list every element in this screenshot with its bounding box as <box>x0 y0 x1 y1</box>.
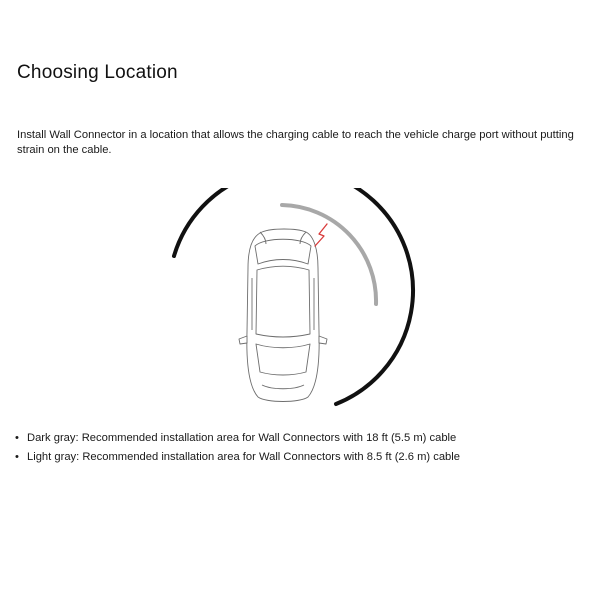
legend-item-light-gray: • Light gray: Recommended installation area for Wall Connectors with 8.5 ft (2.6 m) cable <box>15 448 460 467</box>
intro-paragraph: Install Wall Connector in a location that allows the charging cable to reach the vehicle charge port without putting strain on the cable. <box>17 129 574 156</box>
legend-item-dark-gray: • Dark gray: Recommended installation area for Wall Connectors with 18 ft (5.5 m) cable <box>15 429 460 448</box>
charge-port-lightning-icon <box>315 224 327 246</box>
car-top-view-icon <box>239 229 327 402</box>
installation-area-diagram <box>160 188 420 413</box>
page-title: Choosing Location <box>17 62 178 83</box>
legend-list <box>15 429 460 467</box>
